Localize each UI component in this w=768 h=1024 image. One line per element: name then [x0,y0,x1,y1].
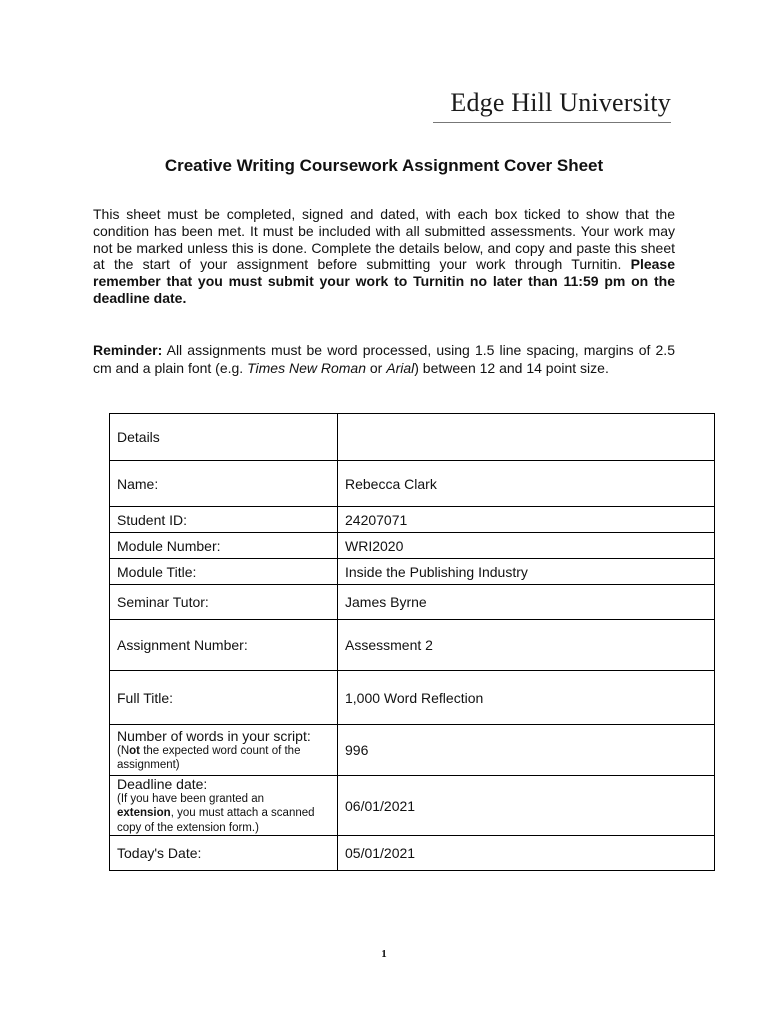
logo-underline [433,122,671,123]
reminder-font-1: Times New Roman [247,359,366,376]
table-row-header [110,414,715,461]
deadline-label: Deadline date: [117,776,208,793]
word-count-note-rest: the expected word count of the assignment) [117,744,301,771]
page-title: Creative Writing Coursework Assignment Cover Sheet [164,156,604,175]
reminder-connector: or [369,359,383,376]
full-title-value: 1,000 Word Reflection [338,671,715,725]
deadline-value: 06/01/2021 [338,776,715,836]
word-count-label: Number of words in your script: [117,727,311,744]
details-header-label: Details [110,414,338,461]
deadline-note [117,792,330,835]
details-table [109,413,715,871]
deadline-cell [110,776,338,836]
word-count-cell [110,725,338,776]
table-row-name [110,461,715,507]
table-row-deadline [110,776,715,836]
table-row-module-title [110,559,715,585]
page-number: 1 [381,948,387,960]
module-number-value: WRI2020 [338,533,715,559]
deadline-note-open: (If you have been granted an [117,793,265,806]
module-title-label: Module Title: [110,559,338,585]
table-row-assignment-number [110,620,715,671]
todays-date-label: Today's Date: [110,836,338,871]
assignment-number-label: Assignment Number: [110,620,338,671]
full-title-label: Full Title: [110,671,338,725]
student-id-label: Student ID: [110,507,338,533]
intro-bold-text: Please remember that you must submit your work to Turnitin no later than 11:59 pm on the deadline date. [93,256,675,306]
name-label: Name: [110,461,338,507]
word-count-note [117,744,330,772]
student-id-value: 24207071 [338,507,715,533]
table-row-full-title [110,671,715,725]
table-row-module-number [110,533,715,559]
details-header-value [338,414,715,461]
university-logo: Edge Hill University [450,88,671,117]
table-row-word-count [110,725,715,776]
table-row-seminar-tutor [110,585,715,620]
seminar-tutor-label: Seminar Tutor: [110,585,338,620]
table-row-student-id [110,507,715,533]
reminder-paragraph [93,342,675,377]
module-title-value: Inside the Publishing Industry [338,559,715,585]
todays-date-value: 05/01/2021 [338,836,715,871]
word-count-note-bold: ot [129,744,140,757]
intro-paragraph [93,206,675,307]
module-number-label: Module Number: [110,533,338,559]
reminder-text-before: All assignments must be word processed, using 1.5 line spacing, margins of 2.5 cm and a plain font (e.g. [93,342,675,376]
name-value: Rebecca Clark [338,461,715,507]
intro-text: This sheet must be completed, signed and dated, with each box ticked to show that the condition has been met. It must be included with all submitted assessments. Your work may not be marked unless this is done. Complete the details below, and copy and paste this sheet at the start of your assignment before submitting your work through Turnitin. [93,206,675,273]
assignment-number-value: Assessment 2 [338,620,715,671]
word-count-note-open: (N [117,744,130,757]
table-row-todays-date [110,836,715,871]
reminder-label: Reminder: [93,342,163,358]
reminder-font-2: Arial [386,359,415,376]
reminder-text-after: ) between 12 and 14 point size. [414,359,609,376]
seminar-tutor-value: James Byrne [338,585,715,620]
word-count-value: 996 [338,725,715,776]
deadline-note-rest: , you must attach a scanned copy of the extension form.) [117,807,315,834]
deadline-note-bold: extension [117,807,171,820]
